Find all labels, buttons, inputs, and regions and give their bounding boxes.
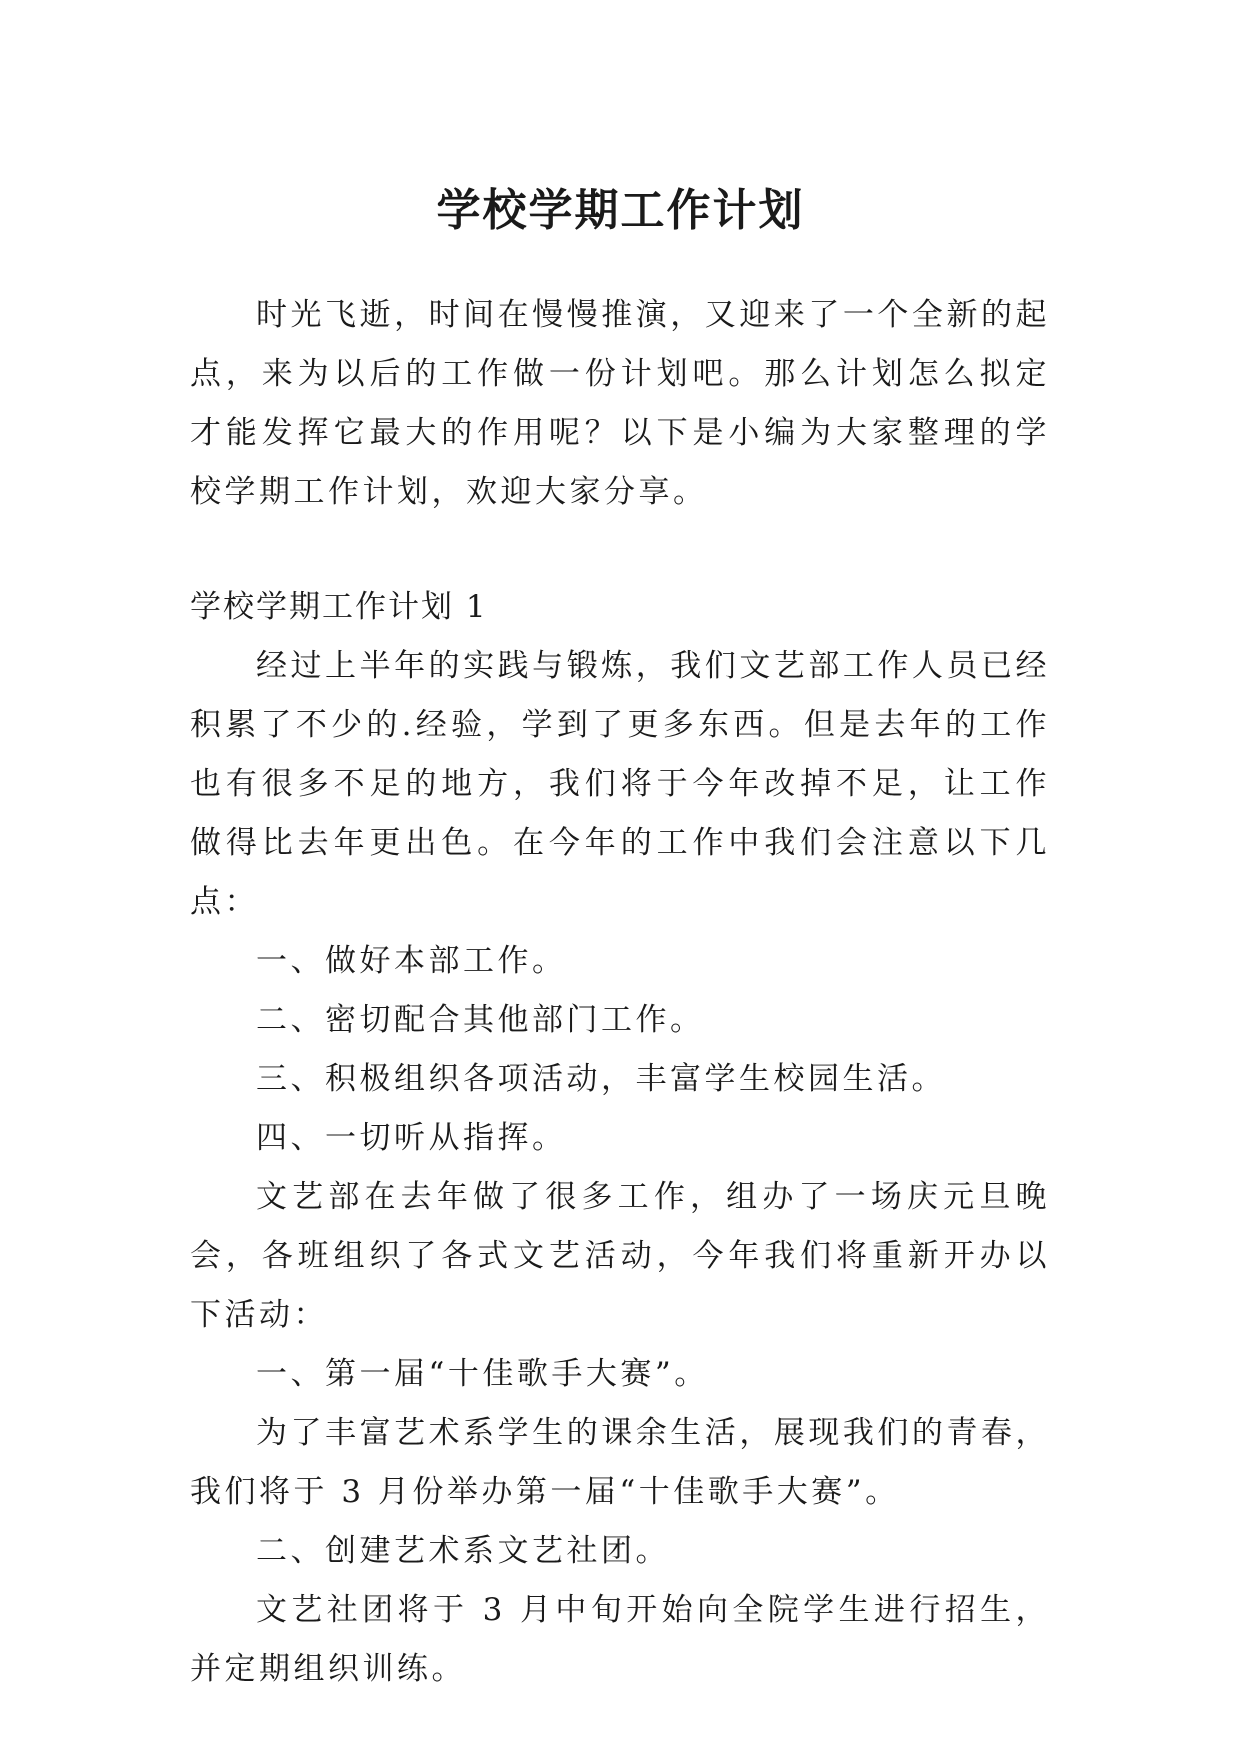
section-heading: 学校学期工作计划 1 [190, 589, 488, 625]
list-item: 三、积极组织各项活动，丰富学生校园生活。 [256, 1061, 946, 1097]
list-item: 一、做好本部工作。 [256, 943, 567, 979]
activity-heading: 二、创建艺术系文艺社团。 [256, 1533, 670, 1569]
list-item: 二、密切配合其他部门工作。 [256, 1002, 705, 1038]
document-title: 学校学期工作计划 [436, 185, 805, 237]
list-item: 四、一切听从指挥。 [256, 1120, 567, 1156]
body-paragraph: 文艺社团将于 3 月中旬开始向全院学生进行招生，并定期组织训练。 [190, 1592, 1050, 1687]
body-paragraph: 经过上半年的实践与锻炼，我们文艺部工作人员已经积累了不少的.经验，学到了更多东西。但是去年的工作也有很多不足的地方，我们将于今年改掉不足，让工作做得比去年更出色。在今年的工作中我们会注意以下几点： [190, 648, 1050, 920]
activity-heading: 一、第一届“十佳歌手大赛”。 [256, 1356, 709, 1392]
paragraph-spacer [190, 522, 1050, 578]
intro-paragraph: 时光飞逝，时间在慢慢推演，又迎来了一个全新的起点，来为以后的工作做一份计划吧。那么计划怎么拟定才能发挥它最大的作用呢？以下是小编为大家整理的学校学期工作计划，欢迎大家分享。 [190, 297, 1050, 510]
document-body [190, 286, 1050, 1699]
body-paragraph: 文艺部在去年做了很多工作，组办了一场庆元旦晚会，各班组织了各式文艺活动，今年我们将重新开办以下活动： [190, 1179, 1050, 1333]
body-paragraph: 为了丰富艺术系学生的课余生活，展现我们的青春，我们将于 3 月份举办第一届“十佳歌手大赛”。 [190, 1415, 1050, 1510]
